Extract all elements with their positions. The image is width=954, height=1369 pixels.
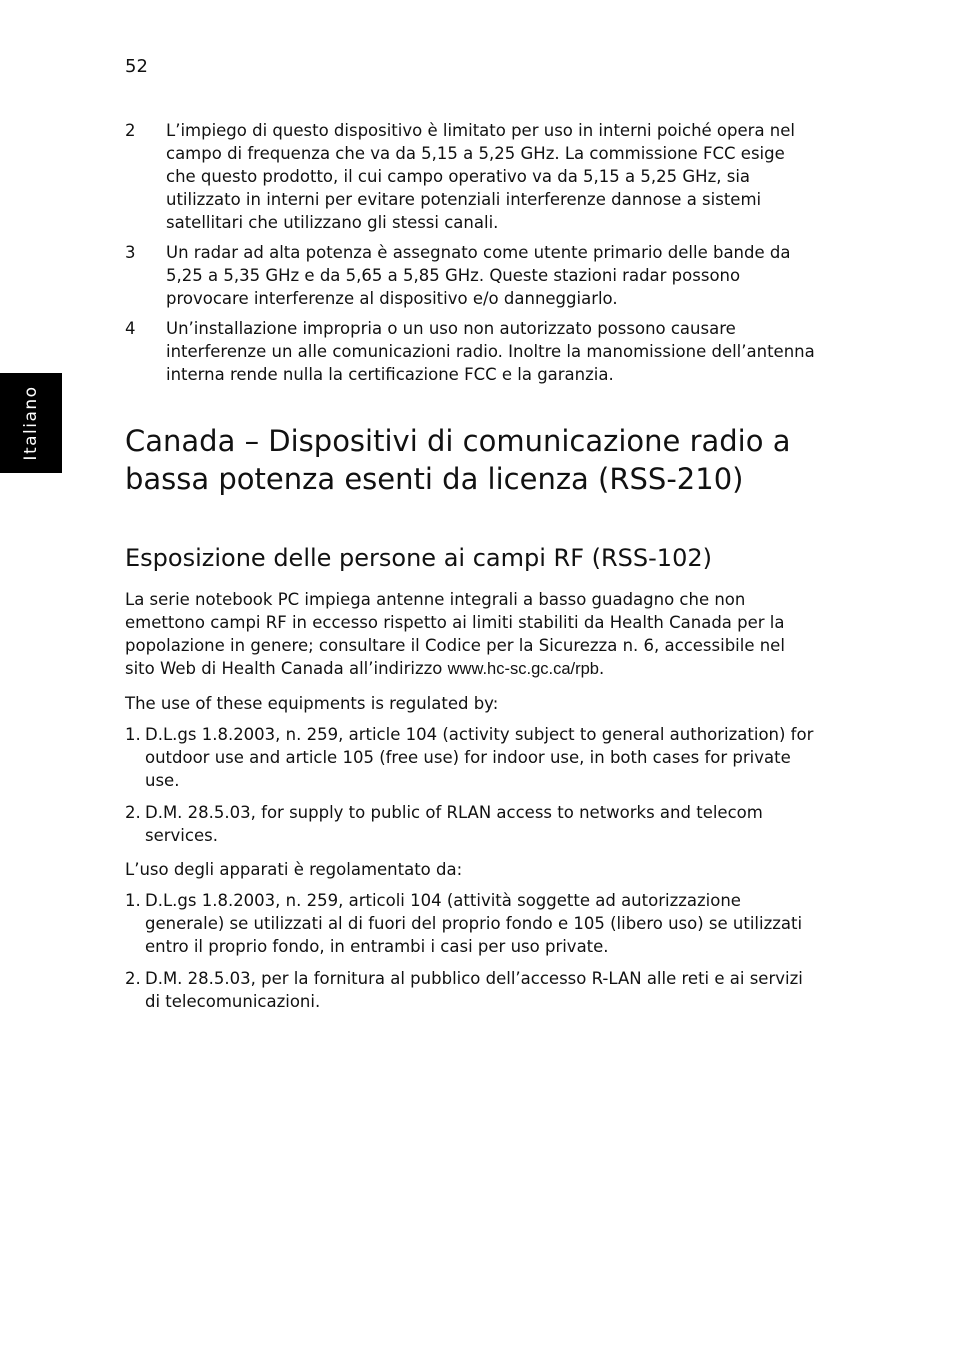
list-item bbox=[125, 317, 815, 386]
intro-paragraph bbox=[125, 588, 815, 681]
item-text: D.L.gs 1.8.2003, n. 259, article 104 (activity subject to general authorization) for outdoor use and article 105 (free use) for indoor use, in both cases for private use. bbox=[145, 725, 814, 790]
language-side-tab bbox=[0, 373, 62, 473]
subsection-title: Esposizione delle persone ai campi RF (RSS-102) bbox=[125, 544, 712, 572]
list-item bbox=[125, 801, 815, 847]
item-number: 1. bbox=[125, 891, 141, 910]
page-number: 52 bbox=[125, 56, 148, 77]
side-tab-label: Italiano bbox=[21, 385, 41, 461]
list-item bbox=[125, 119, 815, 234]
item-text: L’impiego di questo dispositivo è limitato per uso in interni poiché opera nel campo di frequenza che va da 5,15 a 5,25 GHz. La commissione FCC esige che questo prodotto, il cui campo operativo va da 5,15 a 5,25 GHz, sia utilizzato in interni per evitare potenziali interferenze dannose a sistemi satellitari che utilizzano gli stessi canali. bbox=[166, 121, 795, 232]
item-text: D.M. 28.5.03, for supply to public of RLAN access to networks and telecom services. bbox=[145, 803, 763, 845]
intro-end: . bbox=[598, 659, 605, 678]
health-canada-link[interactable]: www.hc-sc.gc.ca/rpb bbox=[447, 660, 599, 678]
section-content bbox=[125, 422, 815, 1022]
english-regulation-list bbox=[125, 723, 815, 847]
intro-text: La serie notebook PC impiega antenne integrali a basso guadagno che non emettono campi RF in eccesso rispetto ai limiti stabiliti da Health Canada per la popolazione in genere; consultare il Codice per la Sicurezza n. 6, accessibile nel sito Web di Health Canada all’indirizzo bbox=[125, 590, 785, 678]
english-intro: The use of these equipments is regulated by: bbox=[125, 694, 499, 713]
item-text: Un’installazione impropria o un uso non autorizzato possono causare interferenze un alle comunicazioni radio. Inoltre la manomissione dell’antenna interna rende nulla la certificazione FCC e la garanzia. bbox=[166, 319, 815, 384]
numbered-notes-list bbox=[125, 119, 815, 393]
item-text: D.L.gs 1.8.2003, n. 259, articoli 104 (attività soggette ad autorizzazione generale) se utilizzati al di fuori del proprio fondo e 105 (libero uso) se utilizzati entro il proprio fondo, in entrambi i casi per uso private. bbox=[145, 891, 803, 956]
item-number: 2 bbox=[125, 121, 136, 140]
item-number: 2. bbox=[125, 803, 141, 822]
list-item bbox=[125, 723, 815, 792]
list-item bbox=[125, 967, 815, 1013]
item-number: 4 bbox=[125, 319, 136, 338]
section-title: Canada – Dispositivi di comunicazione radio a bassa potenza esenti da licenza (RSS-210) bbox=[125, 424, 791, 496]
item-number: 2. bbox=[125, 969, 141, 988]
item-number: 3 bbox=[125, 243, 136, 262]
italian-regulation-list bbox=[125, 889, 815, 1013]
item-number: 1. bbox=[125, 725, 141, 744]
italian-intro: L’uso degli apparati è regolamentato da: bbox=[125, 860, 463, 879]
list-item bbox=[125, 889, 815, 958]
list-item bbox=[125, 241, 815, 310]
item-text: D.M. 28.5.03, per la fornitura al pubblico dell’accesso R-LAN alle reti e ai servizi di telecomunicazioni. bbox=[145, 969, 803, 1011]
item-text: Un radar ad alta potenza è assegnato come utente primario delle bande da 5,25 a 5,35 GHz e da 5,65 a 5,85 GHz. Queste stazioni radar possono provocare interferenze al dispositivo e/o danneggiarlo. bbox=[166, 243, 791, 308]
